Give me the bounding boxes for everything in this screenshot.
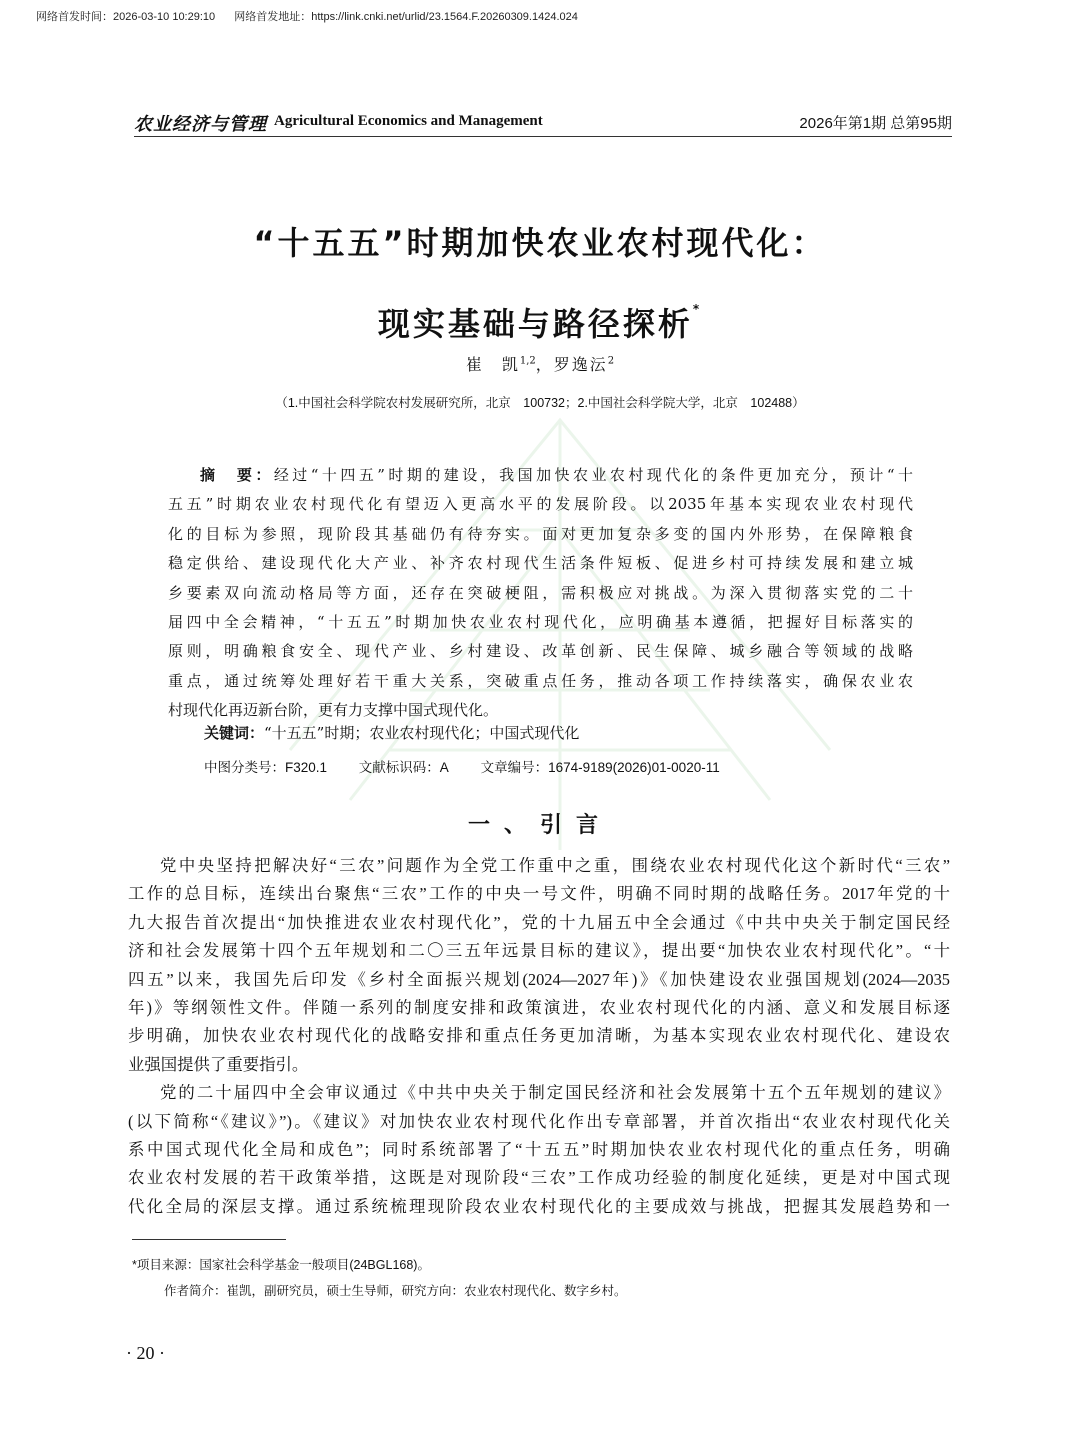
keywords-text: “十五五”时期；农业农村现代化；中国式现代化 xyxy=(264,724,580,742)
journal-header xyxy=(134,110,952,134)
author-affiliation-mark: 1,2 xyxy=(519,355,536,367)
abstract xyxy=(168,461,913,726)
body-line: 工作的总目标，连续出台聚焦“三农”工作的中央一号文件，明确不同时期的战略任务。2017年党的十 xyxy=(128,884,950,904)
page-number: · 20 · xyxy=(126,1343,165,1363)
affiliations: （1.中国社会科学院农村发展研究所，北京 100732；2.中国社会科学院大学，北京 102488） xyxy=(275,396,805,410)
title-footnote-mark: * xyxy=(692,302,703,316)
body-line: 济和社会发展第十四个五年规划和二〇三五年远景目标的建议》，提出要“加快农业农村现代化”。“十 xyxy=(128,941,950,961)
section-heading: 一、引言 xyxy=(467,813,612,838)
issue-info: 2026年第1期 总第95期 xyxy=(799,115,952,132)
publish-time: 网络首发时间：2026-03-10 10:29:10 xyxy=(36,11,216,23)
abstract-line: 届四中全会精神，“十五五”时期加快农业农村现代化，应明确基本遵循，把握好目标落实的 xyxy=(168,613,913,632)
body-line: (以下简称“《建议》”)。《建议》对加快农业农村现代化作出专章部署，并首次指出“农业农村现代化关 xyxy=(128,1111,950,1131)
journal-name-cn: 农业经济与管理 xyxy=(134,114,267,135)
keywords xyxy=(204,722,579,743)
abstract-line: 五五”时期农业农村现代化有望迈入更高水平的发展阶段。以2035年基本实现农业农村现代 xyxy=(168,495,913,514)
title-line-1: “十五五”时期加快农业农村现代化： xyxy=(253,224,827,262)
body-line: 九大报告首次提出“加快推进农业农村现代化”，党的十九届五中全会通过《中共中央关于制定国民经 xyxy=(128,912,950,932)
article-number: 文章编号：1674-9189(2026)01-0020-11 xyxy=(480,760,720,775)
publish-url[interactable]: 网络首发地址：https://link.cnki.net/urlid/23.1564.F.20260309.1424.024 xyxy=(234,11,578,23)
author-name: 罗逸沄 xyxy=(553,355,608,374)
author-list xyxy=(60,352,1020,375)
clc-number: 中图分类号：F320.1 xyxy=(204,760,328,775)
author-name: 崔 凯 xyxy=(465,355,520,374)
body-line: 业强国提供了重要指引。 xyxy=(128,1054,309,1074)
body-line: 党的二十届四中全会审议通过《中共中央关于制定国民经济和社会发展第十五个五年规划的建议》 xyxy=(160,1083,950,1103)
author-affiliation-mark: 2 xyxy=(607,355,615,367)
keywords-label: 关键词： xyxy=(204,724,265,742)
body-line: 年)》等纲领性文件。伴随一系列的制度安排和政策演进，农业农村现代化的内涵、意义和发展目标逐 xyxy=(128,998,950,1018)
title-line-2 xyxy=(60,276,1020,357)
body-line: 代化全局的深层支撑。通过系统梳理现阶段农业农村现代化的主要成效与挑战，把握其发展趋势和一 xyxy=(128,1196,950,1216)
abstract-line: 化的目标为参照，现阶段其基础仍有待夯实。面对更加复杂多变的国内外形势，在保障粮食 xyxy=(168,524,913,543)
footnote-funding: *项目来源：国家社会科学基金一般项目(24BGL168)。 xyxy=(132,1258,430,1272)
body-line: 四五”以来，我国先后印发《乡村全面振兴规划(2024—2027年)》《加快建设农业强国规划(2024—2035 xyxy=(128,969,950,989)
abstract-label: 摘 要： xyxy=(200,466,274,484)
header-divider xyxy=(134,136,952,137)
classification-line xyxy=(204,756,748,776)
body-line: 农业农村发展的若干政策举措，这既是对现阶段“三农”工作成功经验的制度化延续，更是对中国式现 xyxy=(128,1168,950,1188)
body-line: 步明确，加快农业农村现代化的战略安排和重点任务更加清晰，为基本实现农业农村现代化、建设农 xyxy=(128,1026,950,1046)
abstract-line xyxy=(168,461,913,490)
footnote-divider xyxy=(132,1239,286,1240)
body-line: 党中央坚持把解决好“三农”问题作为全党工作重中之重，围绕农业农村现代化这个新时代“三农” xyxy=(160,856,950,875)
abstract-line: 村现代化再迈新台阶，更有力支撑中国式现代化。 xyxy=(168,701,499,720)
abstract-text: 经过“十四五”时期的建设，我国加快农业农村现代化的条件更加充分，预计“十 xyxy=(273,466,913,484)
author-separator: ， xyxy=(535,355,554,374)
body-line: 系中国式现代化全局和成色”；同时系统部署了“十五五”时期加快农业农村现代化的重点任务，明确 xyxy=(128,1140,950,1160)
abstract-line: 乡要素双向流动格局等方面，还存在突破梗阻，需积极应对挑战。为深入贯彻落实党的二十 xyxy=(168,583,913,602)
abstract-line: 原则，明确粮食安全、现代产业、乡村建设、改革创新、民生保障、城乡融合等领域的战略 xyxy=(168,642,913,661)
title-line-2-text: 现实基础与路径探析 xyxy=(377,305,693,343)
footnote-author-info: 作者简介：崔凯，副研究员，硕士生导师，研究方向：农业农村现代化、数字乡村。 xyxy=(164,1284,627,1298)
abstract-line: 重点，通过统筹处理好若干重大关系，突破重点任务，推动各项工作持续落实，确保农业农 xyxy=(168,671,913,690)
abstract-line: 稳定供给、建设现代化大产业、补齐农村现代生活条件短板、促进乡村可持续发展和建立城 xyxy=(168,554,913,573)
body-text xyxy=(128,852,950,1221)
footnotes xyxy=(132,1252,627,1304)
publish-meta xyxy=(36,8,578,24)
document-code: 文献标识码：A xyxy=(358,760,449,775)
paper-title xyxy=(60,210,1020,357)
journal-name-en: Agricultural Economics and Management xyxy=(274,113,543,129)
